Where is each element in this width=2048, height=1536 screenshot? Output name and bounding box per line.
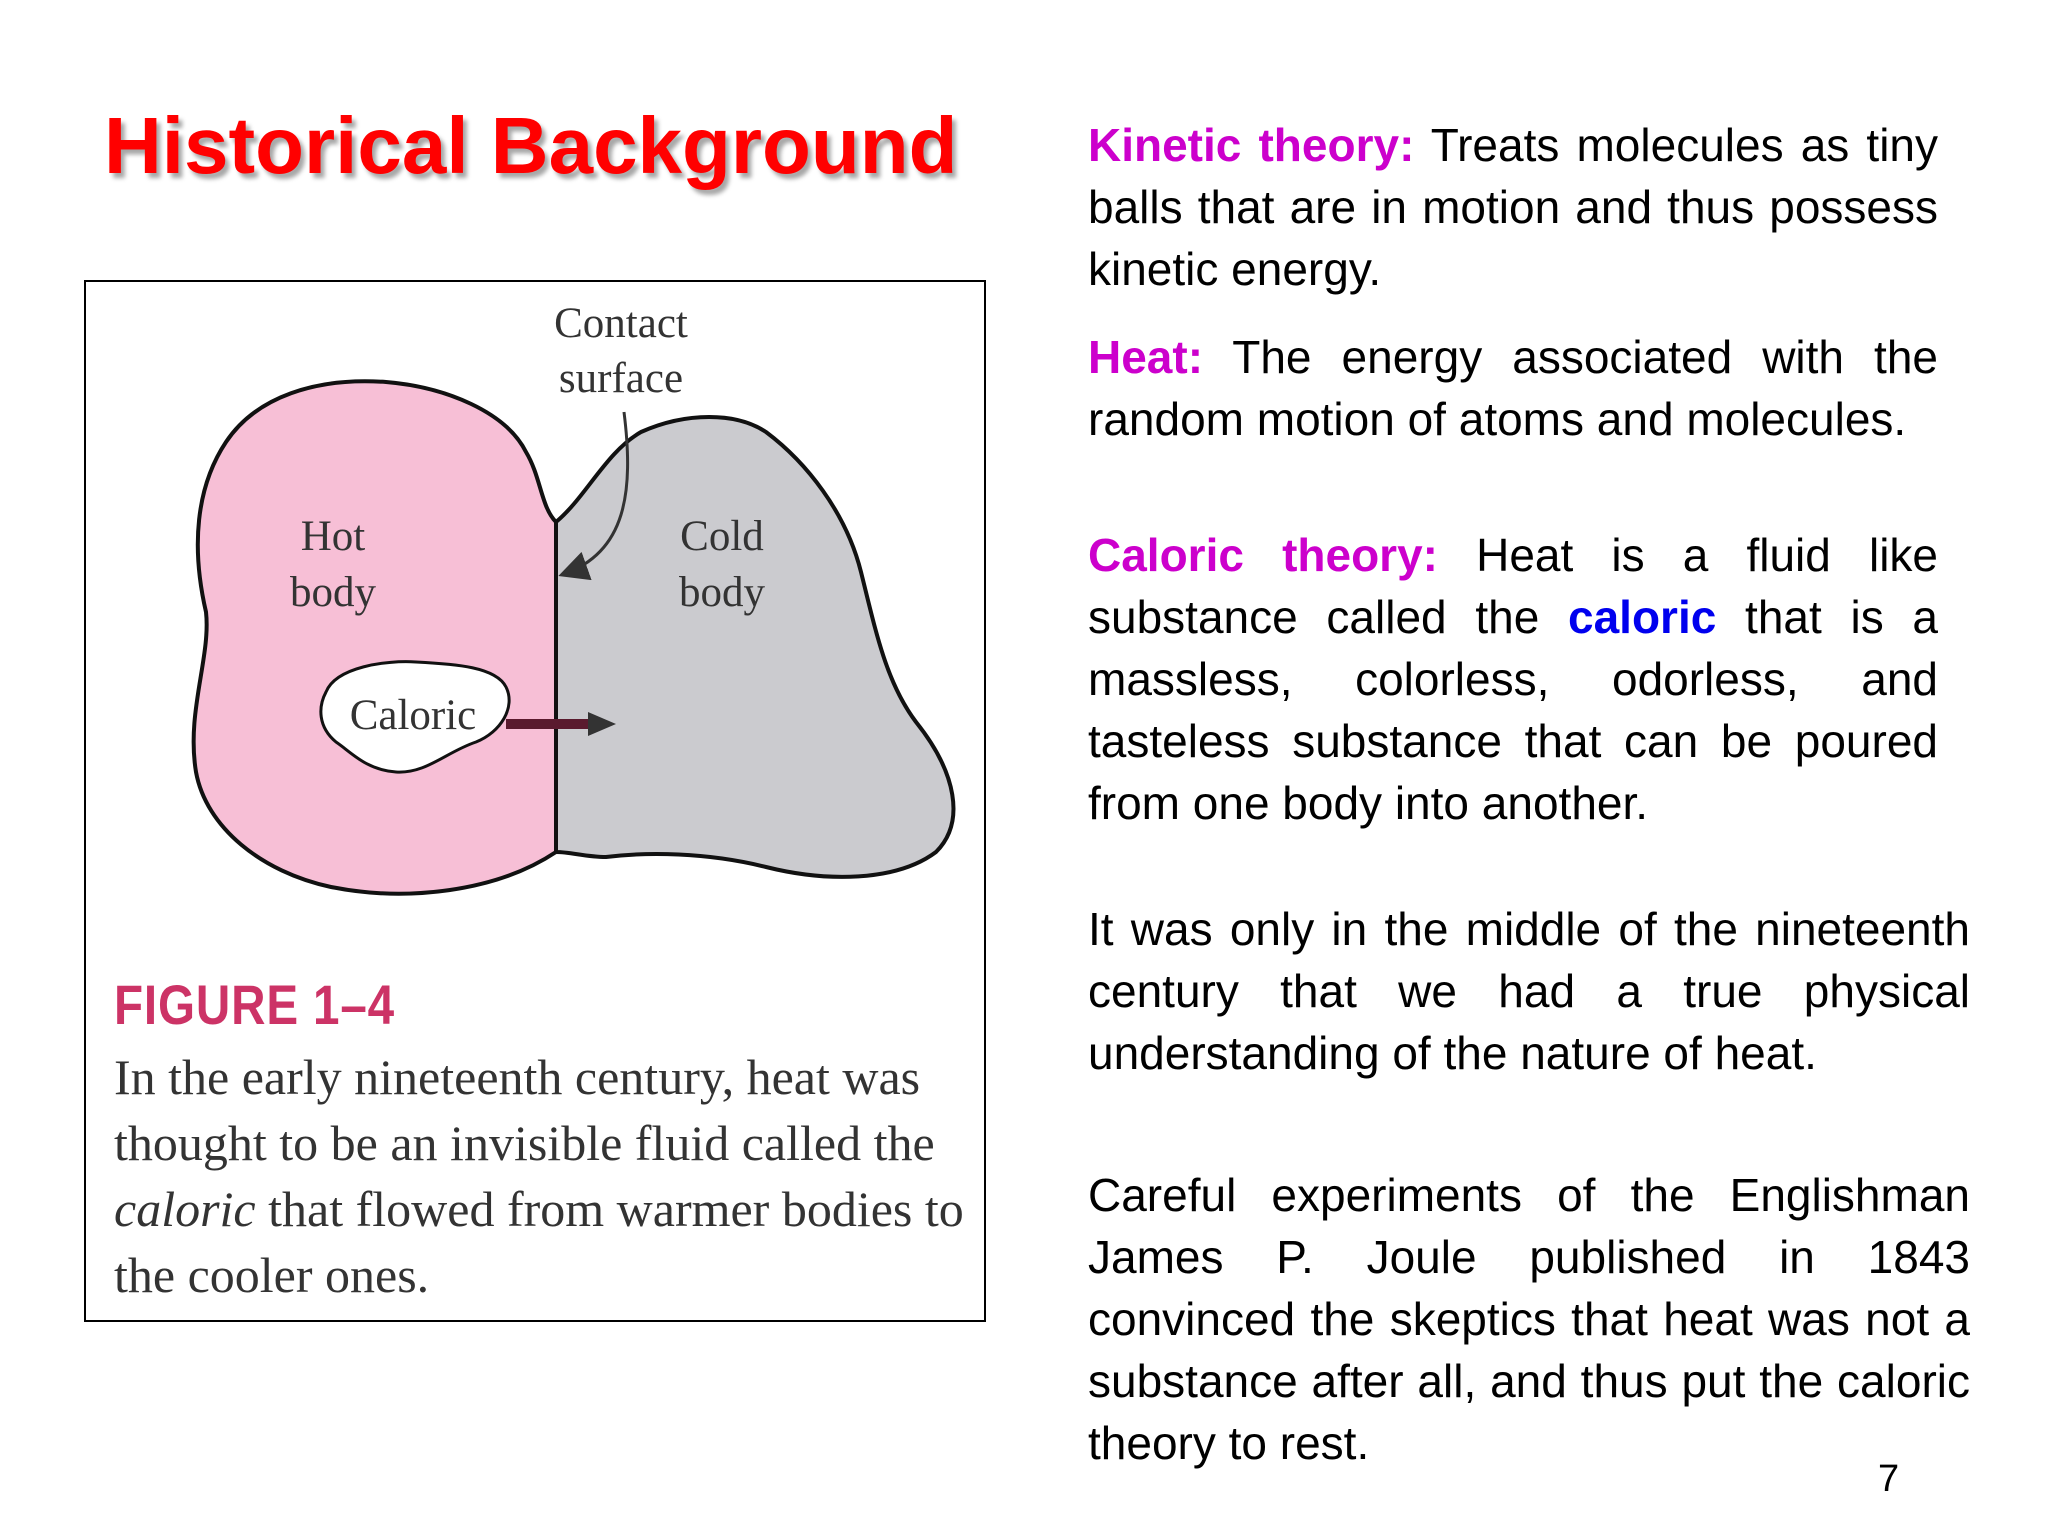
caloric-theory-paragraph bbox=[1088, 524, 1938, 834]
joule-paragraph: Careful experiments of the Englishman James P. Joule published in 1843 convinced the skeptics that heat was not a substance after all, and thus put the caloric theory to rest. bbox=[1088, 1169, 1970, 1469]
kinetic-theory-text: Treats molecules as tiny balls that are in motion and thus possess kinetic energy. bbox=[1088, 119, 1939, 295]
heat-paragraph bbox=[1088, 326, 1938, 450]
caloric-theory-text-after: that is a massless, colorless, odorless, and tasteless substance that can be poured from one body into another. bbox=[1088, 591, 1939, 829]
kinetic-theory-paragraph bbox=[1088, 114, 1938, 300]
figure-1-4 bbox=[84, 280, 986, 1322]
cold-body-shape bbox=[556, 417, 953, 877]
caption-text-before: In the early nineteenth century, heat was thought to be an invisible fluid called the bbox=[114, 1049, 935, 1171]
slide-title: Historical Background bbox=[104, 101, 958, 190]
caption-text-after: that flowed from warmer bodies to the cooler ones. bbox=[114, 1181, 964, 1303]
middle-century-paragraph: It was only in the middle of the nineteenth century that we had a true physical understanding of the nature of heat. bbox=[1088, 903, 1970, 1079]
hot-body-shape bbox=[194, 381, 556, 893]
caloric-theory-term: Caloric theory: bbox=[1088, 529, 1438, 581]
contact-label-line1: Contact bbox=[554, 300, 688, 347]
cold-body-label-line1: Cold bbox=[680, 513, 764, 560]
caloric-label: Caloric bbox=[349, 692, 477, 739]
heat-term: Heat: bbox=[1088, 331, 1204, 383]
hot-body-label-line2: body bbox=[290, 569, 376, 616]
caloric-diagram bbox=[86, 282, 984, 962]
caloric-theory-text-before: Heat is a fluid like substance called the bbox=[1088, 529, 1938, 643]
figure-caption bbox=[114, 1044, 974, 1308]
page-number: 7 bbox=[1878, 1458, 1900, 1500]
contact-label-line2: surface bbox=[558, 355, 684, 402]
caption-italic-caloric: caloric bbox=[114, 1181, 256, 1237]
heat-text: The energy associated with the random motion of atoms and molecules. bbox=[1088, 331, 1938, 445]
caloric-highlight: caloric bbox=[1568, 591, 1717, 643]
figure-number: FIGURE 1–4 bbox=[114, 973, 395, 1036]
kinetic-theory-term: Kinetic theory: bbox=[1088, 119, 1415, 171]
hot-body-label-line1: Hot bbox=[300, 513, 366, 560]
cold-body-label-line2: body bbox=[679, 569, 765, 616]
